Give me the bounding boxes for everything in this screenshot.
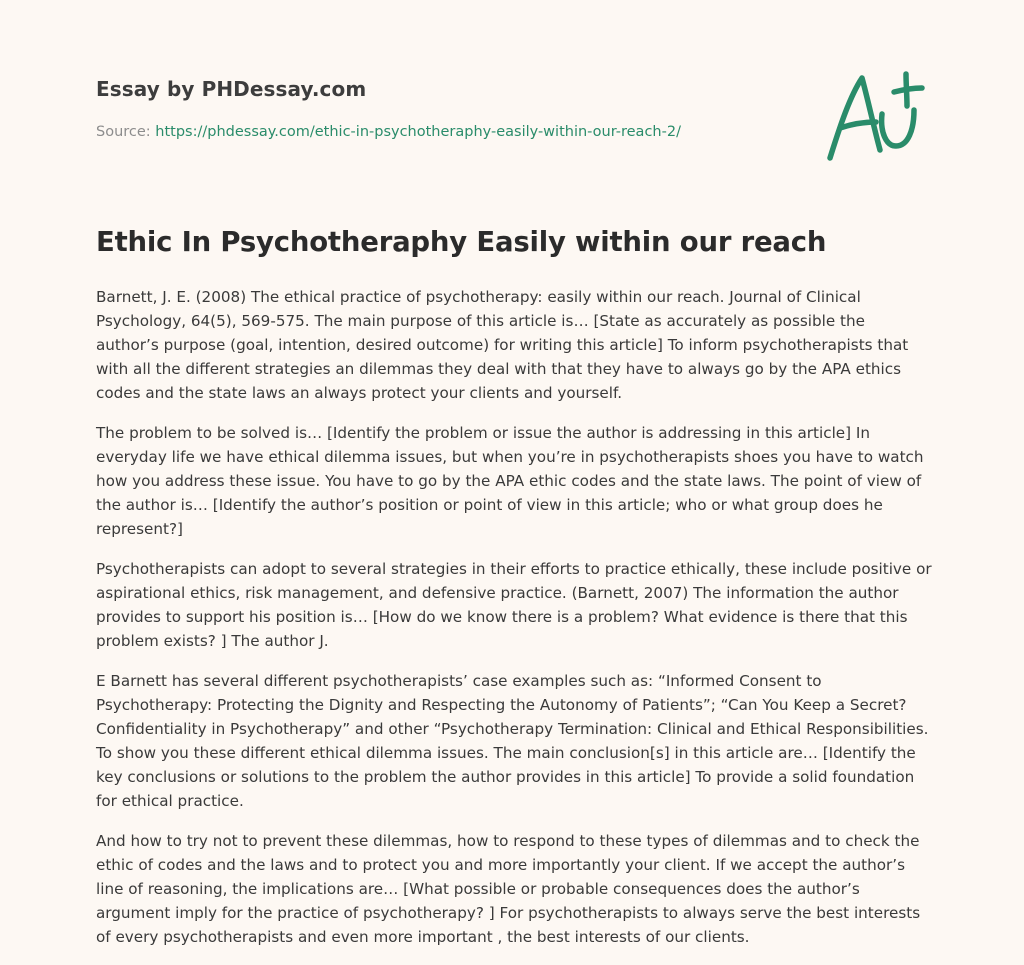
source-line <box>96 124 681 140</box>
paragraph: Psychotherapists can adopt to several strategies in their efforts to practice ethically, these include positive or aspirational ethics, risk management, and defensive practice. (Barnett, 2007) The information the author provides to support his position is… [How do we know there is a problem? What evidence is there that this problem exists? ] The author J. <box>96 560 932 650</box>
article-body <box>96 285 932 965</box>
a-plus-grade-icon <box>822 66 928 166</box>
source-label: Source: <box>96 124 151 140</box>
paragraph: E Barnett has several different psychotherapists’ case examples such as: “Informed Consent to Psychotherapy: Protecting the Dignity and Respecting the Autonomy of Patients”; “Can You Keep a Secret? Confidentiality in Psychotherapy” and other “Psychotherapy Termination: Clinical and Ethical Responsibilities. To show you these different ethical dilemma issues. The main conclusion[s] in this article are… [Identify the key conclusions or solutions to the problem the author provides in this article] To provide a solid foundation for ethical practice. <box>96 672 929 810</box>
paragraph: The problem to be solved is… [Identify the problem or issue the author is addressing in this article] In everyday life we have ethical dilemma issues, but when you’re in psychotherapists shoes you have to watch how you address these issue. You have to go by the APA ethic codes and the state laws. The point of view of the author is… [Identify the author’s position or point of view in this article; who or what group does he represent?] <box>96 424 924 538</box>
paragraph: And how to try not to prevent these dilemmas, how to respond to these types of dilemmas and to check the ethic of codes and the laws and to protect you and more importantly your client. If we accept the author’s line of reasoning, the implications are… [What possible or probable consequences does the author’s argument imply for the practice of psychotherapy? ] For psychotherapists to always serve the best interests of every psychotherapists and even more important , the best interests of our clients. <box>96 832 921 946</box>
source-link[interactable]: https://phdessay.com/ethic-in-psychotheraphy-easily-within-our-reach-2/ <box>155 124 681 140</box>
paragraph: Barnett, J. E. (2008) The ethical practice of psychotherapy: easily within our reach. Journal of Clinical Psychology, 64(5), 569-575. The main purpose of this article is… [State as accurately as possible the author’s purpose (goal, intention, desired outcome) for writing this article] To inform psychotherapists that with all the different strategies an dilemmas they deal with that they have to always go by the APA ethics codes and the state laws an always protect your clients and yourself. <box>96 288 909 402</box>
article-title: Ethic In Psychotheraphy Easily within our reach <box>96 226 827 258</box>
site-brand: Essay by PHDessay.com <box>96 77 367 101</box>
